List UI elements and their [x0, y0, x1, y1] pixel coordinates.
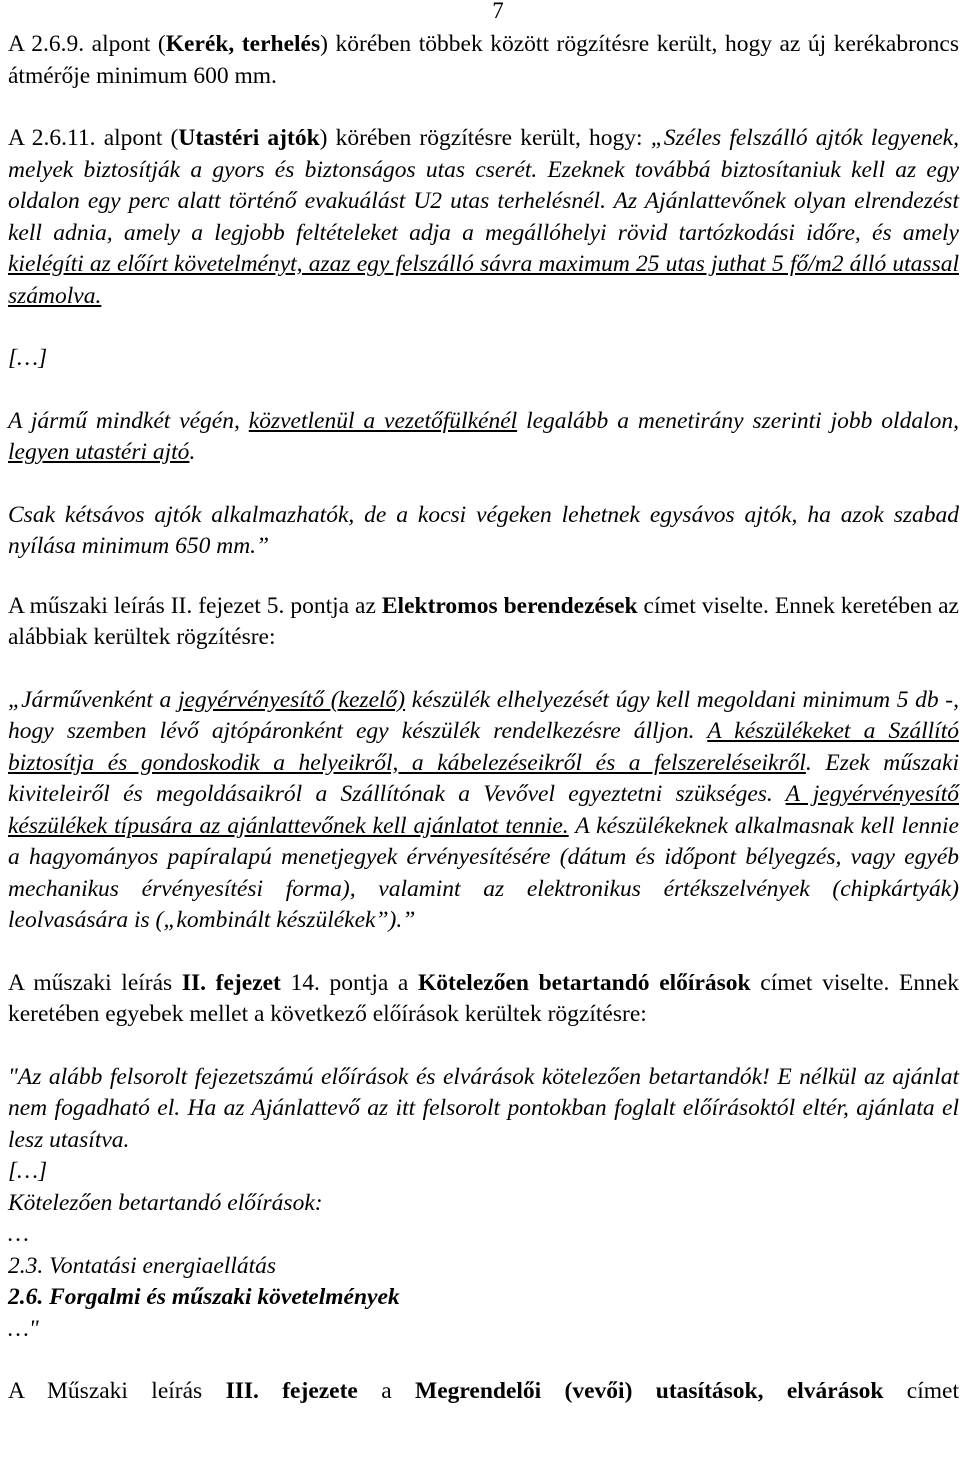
paragraph-mandatory-rules: A műszaki leírás II. fejezet 14. pontja a Kötelezően betartandó előírások címet viselte. Ennek keretében egyebek mellet a következő előírások kerültek rögzítésre:	[8, 969, 960, 1027]
bold-term: Utastéri ajtók	[178, 125, 320, 151]
italic-quote: „Széles felszálló ajtók legyenek, melyek biztosítják a gyors és biztonságos utas cserét. Ezeknek továbbá biztosítaniuk kell az egy oldalon egy perc alatt történő evakuálást U2 utas terhelésnél. Az Ajánlattevőnek olyan elrendezést kell adnia, amely a legjobb feltételeket adja a megállóhelyi rövid tartózkodási időre, és amely	[8, 125, 959, 246]
bold-term: Kötelezően betartandó előírások	[418, 969, 751, 996]
paragraph-electrical: A műszaki leírás II. fejezet 5. pontja az Elektromos berendezések címet viselte. Ennek keretében az alábbiak kerültek rögzítésre:	[8, 592, 959, 650]
paragraph-ticket-validator: „Járművenként a jegyérvényesítő (kezelő) készülék elhelyezését úgy kell megoldani minimum 5 db -, hogy szemben lévő ajtópáronként egy készülék rendelkezésre álljon. A készülékeket a Szállító biztosítja és gondoskodik a helyeikről, a kábelezéseikről és a felszereléseikről. Ezek műszaki kiviteleiről és megoldásaikról a Szállítónak a Vevővel egyeztetni szükséges. A jegyérvényesítő készülékek típusára az ajánlattevőnek kell ajánlatot tennie. A készülékeknek alkalmasnak kell lennie a hagyományos papíralapú menetjegyek érvényesítésére (dátum és időpont bélyegzés, vagy egyéb mechanikus érvényesítési forma), valamint az elektronikus értékszelvények (chipkártyák) leolvasására is („kombinált készülékek”).”	[8, 686, 959, 933]
ellipsis-marker: […]	[8, 345, 48, 371]
paragraph-quote-rules: "Az alább felsorolt fejezetszámú előírások és elvárások kötelezően betartandók! E nélkül az ajánlat nem fogadható el. Ha az Ajánlattevő az itt felsorolt pontokban foglalt előírásoktól eltér, ajánlata el lesz utasítva.	[8, 1063, 959, 1153]
list-item: 2.6. Forgalmi és műszaki követelmények	[8, 1284, 400, 1310]
list-item: …"	[8, 1315, 39, 1342]
list-item: …	[8, 1221, 29, 1247]
underlined-requirement: közvetlenül a vezetőfülkénél	[248, 407, 518, 434]
list-item: 2.3. Vontatási energiaellátás	[8, 1252, 277, 1279]
underlined-requirement: kielégíti az előírt követelményt, azaz egy felszálló sávra maximum 25 utas juthat 5 fő/m2 álló utassal számolva.	[8, 251, 959, 309]
paragraph-section-three: A Műszaki leírás III. fejezete a Megrendelői (vevői) utasítások, elvárások címet	[8, 1378, 960, 1404]
list-item: Kötelezően betartandó előírások:	[8, 1189, 323, 1216]
paragraph-wheel: A 2.6.9. alpont (Kerék, terhelés) körében többek között rögzítésre került, hogy az új kerékabroncs átmérője minimum 600 mm.	[8, 31, 959, 89]
bold-term: fejezete	[282, 1378, 358, 1404]
page-number: 7	[492, 0, 504, 23]
paragraph-doors: A 2.6.11. alpont (Utastéri ajtók) körében rögzítésre került, hogy: „Széles felszálló ajtók legyenek, melyek biztosítják a gyors és biztonságos utas cserét. Ezeknek továbbá biztosítaniuk kell az egy oldalon egy perc alatt történő evakuálást U2 utas terhelésnél. Az Ajánlattevőnek olyan elrendezést kell adnia, amely a legjobb feltételeket adja a megállóhelyi rövid tartózkodási időre, és amely kielégíti az előírt követelményt, azaz egy felszálló sávra maximum 25 utas juthat 5 fő/m2 álló utassal számolva.	[8, 125, 959, 309]
paragraph-double-doors: Csak kétsávos ajtók alkalmazhatók, de a kocsi végeken lehetnek egysávos ajtók, ha azok szabad nyílása minimum 650 mm.”	[8, 501, 959, 559]
bold-term: Kerék, terhelés	[165, 31, 321, 57]
underlined-requirement: jegyérvényesítő (kezelő)	[177, 686, 406, 713]
bold-term: III.	[225, 1378, 259, 1404]
bold-term: Megrendelői (vevői) utasítások, elvárások	[415, 1378, 884, 1404]
underlined-requirement: legyen utastéri ajtó	[8, 439, 190, 465]
underlined-requirement: A jegyérvényesítő készülékek típusára az ajánlattevőnek kell ajánlatot tennie.	[8, 781, 959, 839]
list-item: […]	[8, 1158, 48, 1184]
underlined-requirement: A készülékeket a Szállító biztosítja és gondoskodik a helyeikről, a kábelezéseikről és a felszereléseikről	[8, 718, 959, 776]
document-body	[8, 29, 959, 1408]
bold-term: II. fejezet	[181, 969, 281, 996]
paragraph-vehicle-ends: A jármű mindkét végén, közvetlenül a vezetőfülkénél legalább a menetirány szerinti jobb oldalon, legyen utastéri ajtó.	[8, 407, 959, 465]
bold-term: Elektromos berendezések	[381, 592, 638, 619]
